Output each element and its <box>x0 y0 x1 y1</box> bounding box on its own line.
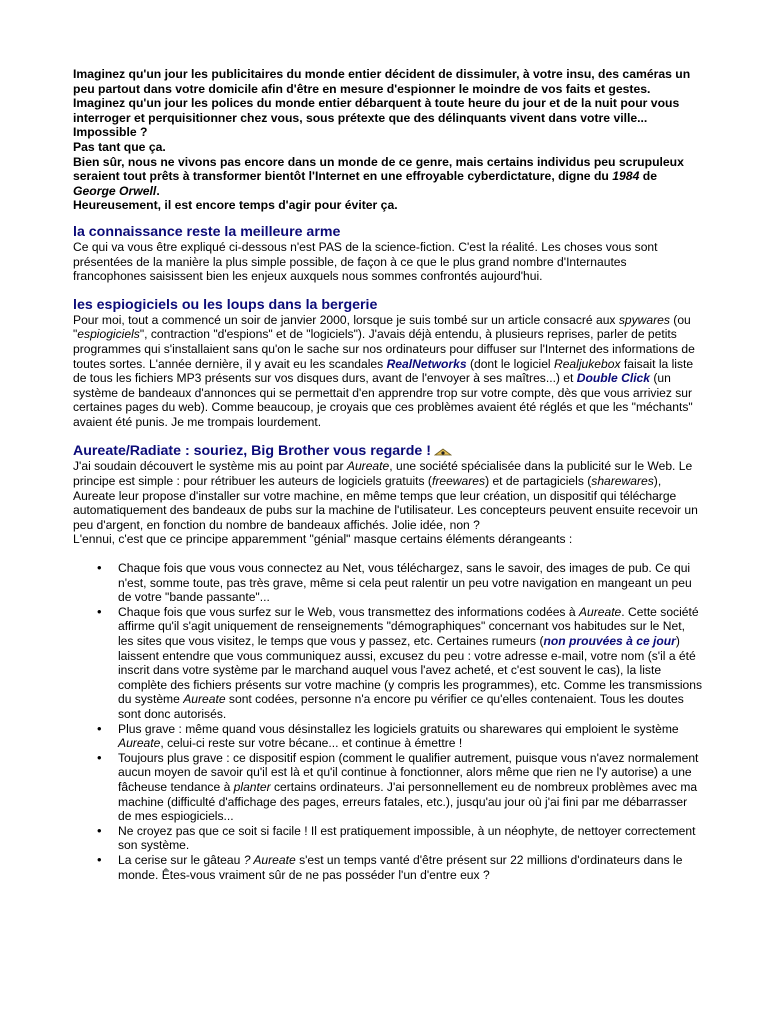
term: ? Aureate <box>243 852 296 867</box>
text: certains ordinateurs. J'ai personnellement eu de nombreux problèmes avec ma machine (difficulté d'affichage des pages, erreurs fatales, etc.), jusqu'au jour où j'ai fini par me débarrasser de mes espiogiciels... <box>118 779 698 824</box>
section-aureate <box>73 443 703 882</box>
term: Aureate <box>118 736 161 751</box>
term: sharewares <box>591 474 654 489</box>
term: spywares <box>618 312 670 327</box>
section-heading: la connaissance reste la meilleure arme <box>73 223 341 240</box>
author-name: George Orwell <box>73 183 157 198</box>
section-heading: les espiogiciels ou les loups dans la bergerie <box>73 296 378 313</box>
section-knowledge <box>73 224 703 284</box>
text: Pour moi, tout a commencé un soir de janvier 2000, lorsque je suis tombé sur un article consacré aux <box>73 312 619 327</box>
eye-icon <box>434 447 452 456</box>
text: ) laissent entendre que vous communiquez aussi, excusez du peu : votre adresse e-mail, votre nom (s'il a été inscrit dans votre système par le marchand auquel vous l'avez acheté, et c'est souvent le cas), la liste complète des fichiers présents sur votre machine (y compris les programmes), etc. Comme les transmissions du système <box>118 634 703 707</box>
term: espiogiciels <box>77 327 140 342</box>
text: s'est un temps vanté d'être présent sur 22 millions d'ordinateurs dans le monde. Êtes-vous vraiment sûr de ne pas posséder l'un d'entre eux ? <box>118 852 683 882</box>
intro-paragraph: Impossible ? <box>73 125 148 140</box>
text: J'ai soudain découvert le système mis au point par <box>73 459 347 474</box>
intro-paragraph: Pas tant que ça. <box>73 139 166 154</box>
text: ), Aureate leur propose d'installer sur votre machine, en même temps que leur création, un dispositif qui télécharge automatiquement des bandeaux de pubs sur la machine de l'utilisateur. Les concepteurs peuvent ensuite recevoir un peu d'argent, en fonction du nombre de bandeaux affichés. Jolie idée, non ? <box>73 474 698 532</box>
term: Aureate <box>346 459 390 474</box>
section-heading-text: Aureate/Radiate : souriez, Big Brother vous regarde ! <box>73 443 431 460</box>
text: ", contraction "d'espions" et de "logiciels"). J'avais déjà entendu, à plusieurs reprises, parler de petits programmes qui s'installaient sans qu'on le sache sur nos ordinateurs pour diffuser sur l'Internet des informations de toutes sortes. L'année dernière, il y avait eu les scandales <box>73 327 695 371</box>
text: L'ennui, c'est que ce principe apparemment "génial" masque certains éléments dérangeants : <box>73 532 573 547</box>
text: de <box>639 169 657 184</box>
intro-paragraph: Imaginez qu'un jour les publicitaires du monde entier décident de dissimuler, à votre insu, des caméras un peu partout dans votre domicile afin d'être en mesure d'espionner le moindre de vos faits et gestes. <box>73 67 691 96</box>
term: planter <box>233 779 271 794</box>
text: , une société spécialisée dans la publicité sur le Web. Le principe est simple : pour rétribuer les auteurs de logiciels gratuits ( <box>73 459 693 489</box>
list-item <box>118 605 703 722</box>
text: . Cette société affirme qu'il s'agit uniquement de renseignements "démographiques" concernant vos habitudes sur le Net, les sites que vous visitez, le temps que vous y passez, etc. Certaines rumeurs ( <box>118 604 699 648</box>
text: (ou " <box>73 312 691 342</box>
realnetworks-link[interactable]: RealNetworks <box>386 356 467 371</box>
section-spywares <box>73 297 703 430</box>
concerns-list <box>73 561 703 882</box>
term: Realjukebox <box>553 356 621 371</box>
list-item <box>118 751 703 824</box>
text: La cerise sur le gâteau <box>118 852 244 867</box>
list-item <box>118 722 703 751</box>
term: Aureate <box>578 604 622 619</box>
book-title: 1984 <box>612 169 640 184</box>
term: Aureate <box>183 692 226 707</box>
term: freewares <box>431 474 486 489</box>
text: (un système de bandeaux d'annonces qui se permettait d'en apprendre trop sur votre compte, dès que vous arriviez sur certaines pages du web). Comme beaucoup, je croyais que ces problèmes avaient été réglés et que les "méchants" avaient été punis. Je me trompais lourdement. <box>73 371 693 429</box>
intro-paragraph: Heureusement, il est encore temps d'agir pour éviter ça. <box>73 198 398 213</box>
list-item: • Ne croyez pas que ce soit si facile ! Il est pratiquement impossible, à un néophyte, de nettoyer correctement son système. <box>118 824 703 853</box>
list-item <box>118 853 703 882</box>
text: , celui-ci reste sur votre bécane... et continue à émettre ! <box>160 736 463 751</box>
text: Bien sûr, nous ne vivons pas encore dans un monde de ce genre, mais certains individus peu scrupuleux seraient tout prêts à transformer bientôt l'Internet en une effroyable cyberdictature, digne du <box>73 154 684 184</box>
text: (dont le logiciel <box>466 356 554 371</box>
text: ) et de partagiciels ( <box>485 474 592 489</box>
section-body <box>73 459 703 547</box>
text: . <box>156 183 160 198</box>
text: sont codées, personne n'a encore pu vérifier ce qu'elles contenaient. Tous les doutes sont donc autorisés. <box>118 692 684 721</box>
intro <box>73 67 703 213</box>
article <box>73 67 703 882</box>
section-body: Ce qui va vous être expliqué ci-dessous n'est PAS de la science-fiction. C'est la réalité. Les choses vous sont présentées de la manière la plus simple possible, de façon à ce que le plus grand nombre d'Internautes francophones saisissent bien les enjeux auxquels nous sommes confrontés aujourd'hui. <box>73 239 658 284</box>
list-item: • Chaque fois que vous vous connectez au Net, vous téléchargez, sans le savoir, des images de pub. Ce qui n'est, somme toute, pas très grave, même si cela peut ralentir un peu votre navigation en mangeant un peu de votre "bande passante"... <box>118 561 703 605</box>
text: Toujours plus grave : ce dispositif espion (comment le qualifier autrement, puisque vous n'avez normalement aucun moyen de savoir qu'il est là et qu'il continue à fonctionner, alors même que rien ne l'y autorise) a une fâcheuse tendance à <box>118 750 699 794</box>
section-heading <box>73 443 703 459</box>
intro-paragraph <box>73 155 703 199</box>
doubleclick-link[interactable]: Double Click <box>576 371 651 386</box>
section-body <box>73 313 703 430</box>
intro-paragraph: Imaginez qu'un jour les polices du monde entier débarquent à toute heure du jour et de la nuit pour vous interroger et perquisitionner chez vous, sous prétexte que des délinquants vivent dans votre ville... <box>73 96 680 125</box>
text: faisait la liste de tous les fichiers MP3 présents sur vos disques durs, avant de l'envoyer à ses maîtres...) et <box>73 356 694 386</box>
unproven-note[interactable]: non prouvées à ce jour <box>543 634 676 648</box>
text: Chaque fois que vous surfez sur le Web, vous transmettez des informations codées à <box>118 604 579 619</box>
text: Plus grave : même quand vous désinstallez les logiciels gratuits ou sharewares qui emploient le système <box>118 721 679 736</box>
